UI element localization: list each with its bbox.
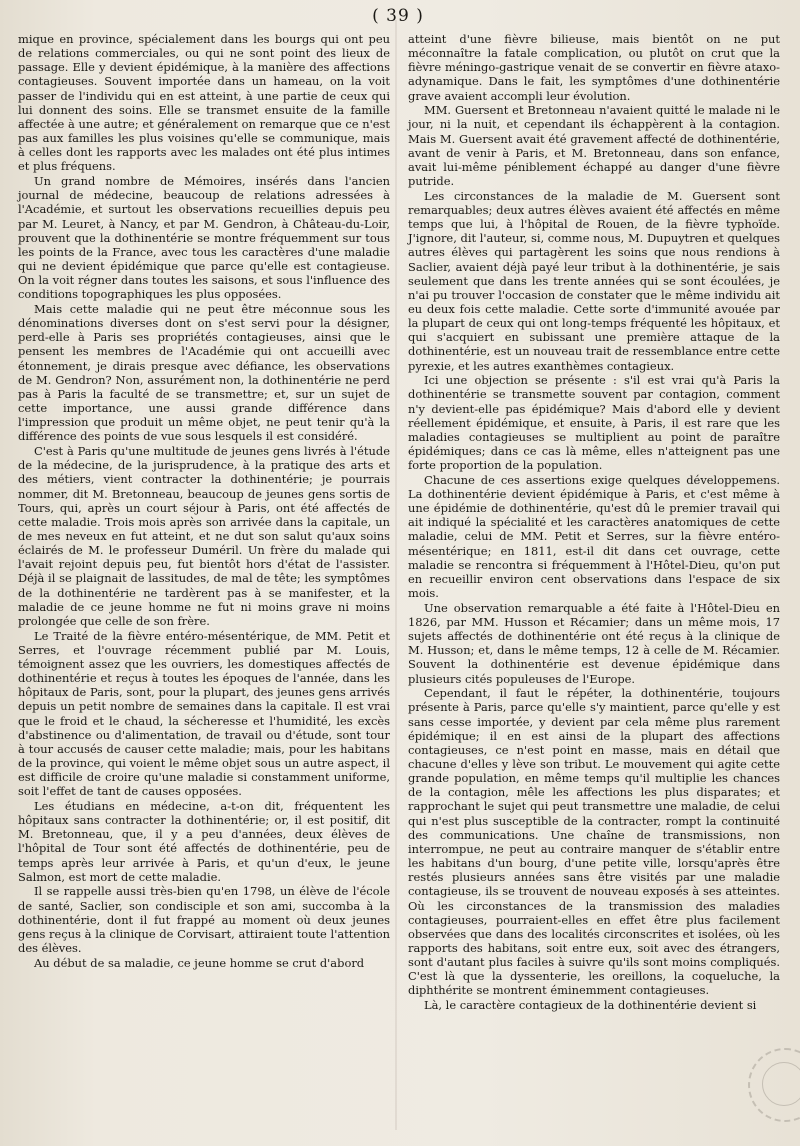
left-column xyxy=(18,32,390,970)
page-number: ( 39 ) xyxy=(372,6,424,26)
library-stamp xyxy=(748,1048,800,1122)
paragraph: Un grand nombre de Mémoires, insérés dans l'ancien journal de médecine, beaucoup de relations adressées à l'Académie, et surtout les observations recueillies depuis peu par M. Leuret, à Nancy, et par M. Gendron, à Château-du-Loir, prouvent que la dothinentérie se montre fréquemment sur tous les points de la France, avec tous les caractères d'une maladie qui ne devient épidémique que parce qu'elle est contagieuse. On la voit régner dans toutes les saisons, et sous l'influence des conditions topographiques les plus opposées. xyxy=(18,174,390,302)
paragraph: atteint d'une fièvre bilieuse, mais bientôt on ne put méconnaître la fatale complication, ou plutôt on crut que la fièvre méningo-gastrique venait de se convertir en fièvre ataxo-adynamique. Dans le fait, les symptômes d'une dothinentérie grave avaient accompli leur évolution. xyxy=(408,32,780,103)
paragraph: Les circonstances de la maladie de M. Guersent sont remarquables; deux autres élèves avaient été affectés en même temps que lui, à l'hôpital de Rouen, de la fièvre typhoïde. J'ignore, dit l'auteur, si, comme nous, M. Dupuytren et quelques autres élèves qui partagèrent les soins que nous rendions à Saclier, avaient déjà payé leur tribut à la dothinentérie, je sais seulement que dans les trente années qui se sont écoulées, je n'ai pu trouver l'occasion de constater que le même individu ait eu deux fois cette maladie. Cette sorte d'immunité avouée par la plupart de ceux qui ont long-temps fréquenté les hôpitaux, et qui s'acquiert en subissant une première attaque de la dothinentérie, est un nouveau trait de ressemblance entre cette pyrexie, et les autres exanthèmes contagieux. xyxy=(408,188,780,373)
paragraph: Au début de sa maladie, ce jeune homme se crut d'abord xyxy=(34,955,365,970)
paragraph: MM. Guersent et Bretonneau n'avaient quitté le malade ni le jour, ni la nuit, et cependant ils échappèrent à la contagion. Mais M. Guersent avait été gravement affecté de dothinentérie, avant de venir à Paris, et M. Bretonneau, dans son enfance, avait lui-même péniblement échappé au danger d'une fièvre putride. xyxy=(408,103,780,189)
paragraph: mique en province, spécialement dans les bourgs qui ont peu de relations commerciales, ou qui ne sont point des lieux de passage. Elle y devient épidémique, à la manière des affections contagieuses. Souvent importée dans un hameau, on la voit passer de l'individu qui en est atteint, à une partie de ceux qui lui donnent des soins. Elle se transmet ensuite de la famille affectée à une autre; et généralement on remarque que ce n'est pas aux familles les plus voisines qu'elle se communique, mais à celles dont les rapports avec les malades ont été plus intimes et plus fréquens. xyxy=(18,32,390,174)
paragraph: Il se rappelle aussi très-bien qu'en 1798, un élève de l'école de santé, Saclier, son condisciple et son ami, succomba à la dothinentérie, dont il fut frappé au moment où deux jeunes gens reçus à la clinique de Corvisart, attiraient toute l'attention des élèves. xyxy=(18,884,390,955)
paragraph: Cependant, il faut le répéter, la dothinentérie, toujours présente à Paris, parce qu'elle s'y maintient, parce qu'elle y est sans cesse importée, y devient par cela même plus rarement épidémique; il en est ainsi de la plupart des affections contagieuses, ce n'est point en masse, mais en détail que chacune d'elles y lève son tribut. Le mouvement qui agite cette grande population, en même temps qu'il multiplie les chances de la contagion, mêle les affections les plus disparates; et rapprochant le sujet qui peut transmettre une maladie, de celui qui n'est plus susceptible de la contracter, rompt la continuité des communications. Une chaîne de transmissions, non interrompue, ne peut au contraire manquer de s'établir entre les habitans d'un bourg, d'une petite ville, lorsqu'après être restés plusieurs années sans être visités par une maladie contagieuse, ils se trouvent de nouveau exposés à ses atteintes. Où les circonstances de la transmission des maladies contagieuses, pourraient-elles en effet être plus facilement observées que dans des localités circonscrites et isolées, où les rapports des habitans, soit entre eux, soit avec des étrangers, sont d'autant plus faciles à suivre qu'ils sont moins compliqués. C'est là que la dyssenterie, les oreillons, la coqueluche, la diphthérite se montrent éminemment contagieuses. xyxy=(408,686,780,998)
right-column xyxy=(408,32,780,1013)
paragraph: Les étudians en médecine, a-t-on dit, fréquentent les hôpitaux sans contracter la dothinentérie; or, il est positif, dit M. Bretonneau, que, il y a peu d'années, deux élèves de l'hôpital de Tour sont été affectés de dothinentérie, peu de temps après leur arrivée à Paris, et qu'un d'eux, le jeune Salmon, est mort de cette maladie. xyxy=(18,798,390,884)
paragraph: Mais cette maladie qui ne peut être méconnue sous les dénominations diverses dont on s'est servi pour la désigner, perd-elle à Paris ses propriétés contagieuses, ainsi que le pensent les membres de l'Académie qui ont accueilli avec étonnement, je dirais presque avec défiance, les observations de M. Gendron? Non, assurément non, la dothinentérie ne perd pas à Paris la faculté de se transmettre; et, sur un sujet de cette importance, une aussi grande différence dans l'impression que produit un même objet, ne peut tenir qu'à la différence des points de vue sous lesquels il est considéré. xyxy=(18,301,390,444)
paragraph: Là, le caractère contagieux de la dothinentérie devient si xyxy=(424,998,757,1013)
paragraph: Le Traité de la fièvre entéro-mésentérique, de MM. Petit et Serres, et l'ouvrage récemment publié par M. Louis, témoignent assez que les ouvriers, les domestiques affectés de dothinentérie et reçus à toutes les époques de l'année, dans les hôpitaux de Paris, sont, pour la plupart, des jeunes gens arrivés depuis un petit nombre de semaines dans la capitale. Il est vrai que le froid et le chaud, la sécheresse et l'humidité, les excès d'abstinence ou d'alimentation, de travail ou d'étude, sont tour à tour accusés de causer cette maladie; mais, pour les habitans de la province, qui voient le même objet sous un autre aspect, il est difficile de croire qu'une maladie si constamment uniforme, soit l'effet de tant de causes opposées. xyxy=(18,628,390,799)
page-fold-shadow xyxy=(395,20,397,1130)
paragraph: Chacune de ces assertions exige quelques développemens. La dothinentérie devient épidémique à Paris, et c'est même à une épidémie de dothinentérie, qu'est dû le premier travail qui ait indiqué la spécialité et les caractères anatomiques de cette maladie, celui de MM. Petit et Serres, sur la fièvre entéro-mésentérique; en 1811, est-il dit dans cet ouvrage, cette maladie se rencontra si fréquemment à l'Hôtel-Dieu, qu'on put en recueillir environ cent observations dans l'espace de six mois. xyxy=(408,472,780,601)
paragraph: C'est à Paris qu'une multitude de jeunes gens livrés à l'étude de la médecine, de la jurisprudence, à la pratique des arts et des métiers, vient contracter la dothinentérie; je pourrais nommer, dit M. Bretonneau, beaucoup de jeunes gens sortis de Tours, qui, après un court séjour à Paris, ont été affectés de cette maladie. Trois mois après son arrivée dans la capitale, un de mes neveux en fut atteint, et ne dut son salut qu'aux soins éclairés de M. le professeur Duméril. Un frère du malade qui l'avait rejoint depuis peu, fut bientôt hors d'état de l'assister. Déjà il se plaignait de lassitudes, de mal de tête; les symptômes de la dothinentérie ne tardèrent pas à se manifester, et la maladie de ce jeune homme ne fut ni moins grave ni moins prolongée que celle de son frère. xyxy=(18,444,390,628)
paragraph: Ici une objection se présente : s'il est vrai qu'à Paris la dothinentérie se transmette souvent par contagion, comment n'y devient-elle pas épidémique? Mais d'abord elle y devient réellement épidémique, et ensuite, à Paris, il est rare que les maladies contagieuses se multiplient au point de paraître épidémiques; dans ce cas là même, elles n'atteignent pas une forte proportion de la population. xyxy=(408,373,780,473)
paragraph: Une observation remarquable a été faite à l'Hôtel-Dieu en 1826, par MM. Husson et Récamier; dans un même mois, 17 sujets affectés de dothinentérie ont été reçus à la clinique de M. Husson; et, dans le même temps, 12 à celle de M. Récamier. Souvent la dothinentérie est devenue épidémique dans plusieurs cités populeuses de l'Europe. xyxy=(408,600,780,686)
